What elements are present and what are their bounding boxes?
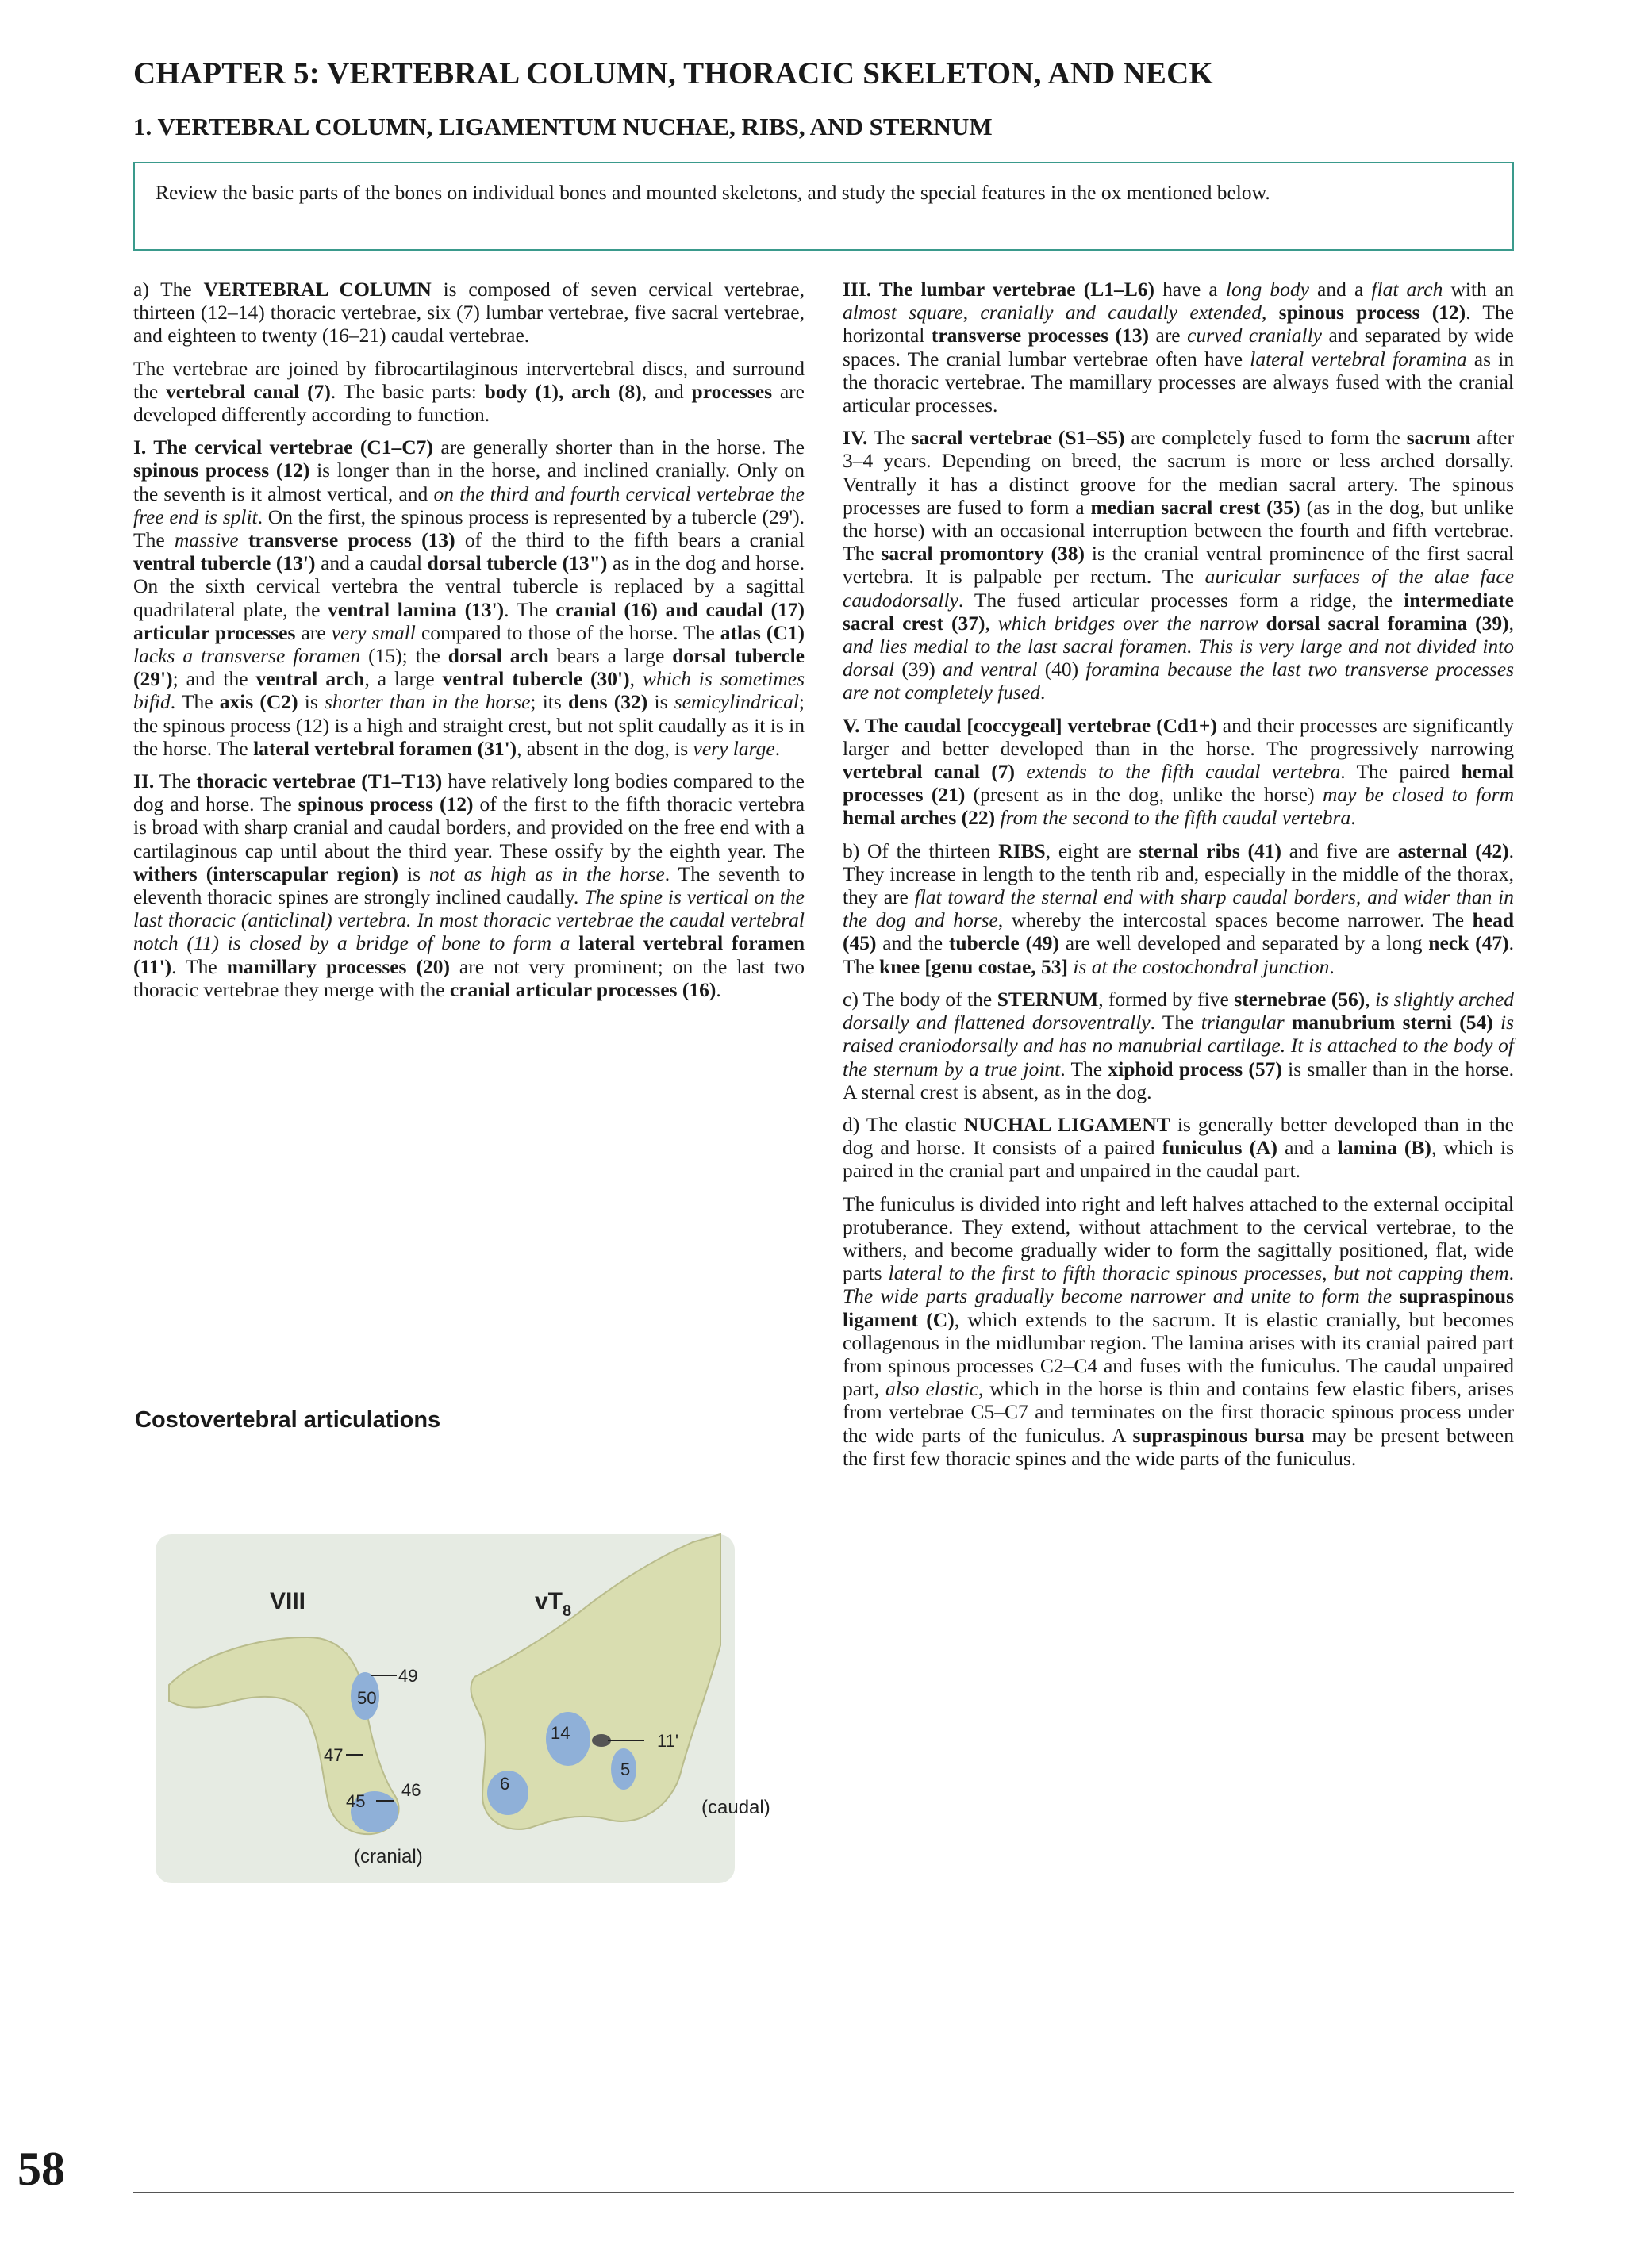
paragraph-cervical-vertebrae: I. The cervical vertebrae (C1–C7) are generally shorter than in the horse. The spinous process (12) is longer than in the horse, and inclined cranially. Only on the seventh is it almost vertical, and on the third and fourth cervical vertebrae the free end is split. On the first, the spinous process is represented by a tubercle (29'). The massive transverse process (13) of the third to the fifth bears a cranial ventral tubercle (13') and a caudal dorsal tubercle (13") as in the dog and horse. On the sixth cervical vertebra the ventral tubercle is replaced by a sagittal quadrilateral plate, the ventral lamina (13'). The cranial (16) and caudal (17) articular processes are very small compared to those of the horse. The atlas (C1) lacks a transverse foramen (15); the dorsal arch bears a large dorsal tubercle (29'); and the ventral arch, a large ventral tubercle (30'), which is sometimes bifid. The axis (C2) is shorter than in the horse; its dens (32) is semicylindrical; the spinous process (12) is a high and straight crest, but not split caudally as it is in the horse. The lateral vertebral foramen (31'), absent in the dog, is very large. bbox=[133, 436, 805, 760]
label-45: 45 bbox=[346, 1791, 366, 1811]
paragraph-lumbar-vertebrae: III. The lumbar vertebrae (L1–L6) have a long body and a flat arch with an almost square, cranially and caudally extended, spinous process (12). The horizontal transverse processes (13) are curved cranially and separated by wide spaces. The cranial lumbar vertebrae often have lateral vertebral foramina as in the thoracic vertebrae. The mamillary processes are always fused with the cranial articular processes. bbox=[843, 278, 1515, 417]
label-11p: 11' bbox=[657, 1731, 679, 1751]
paragraph-funiculus: The funiculus is divided into right and left halves attached to the external occipital protuberance. They extend, without attachment to the cervical vertebrae, to the withers, and become gradually wider to form the sagittally positioned, flat, wide parts lateral to the first to fifth thoracic spinous processes, but not capping them. The wide parts gradually become narrower and unite to form the supraspinous ligament (C), which extends to the sacrum. It is elastic cranially, but becomes collagenous in the midlumbar region. The lamina arises with its cranial paired part from spinous processes C2–C4 and fuses with the funiculus. The caudal unpaired part, also elastic, which in the horse is thin and contains few elastic fibers, arises from vertebrae C5–C7 and terminates on the first thoracic spinous process under the wide parts of the funiculus. A supraspinous bursa may be present between the first few thoracic spines and the wide parts of the funiculus. bbox=[843, 1192, 1515, 1470]
paragraph-thoracic-vertebrae: II. The thoracic vertebrae (T1–T13) have relatively long bodies compared to the dog and horse. The spinous process (12) of the first to the fifth thoracic vertebra is broad with sharp cranial and caudal borders, and provided on the free end with a cartilaginous cap until about the third year. These ossify by the eighth year. The withers (interscapular region) is not as high as in the horse. The seventh to eleventh thoracic spines are strongly inclined caudally. The spine is vertical on the last thoracic (anticlinal) vertebra. In most thoracic vertebrae the caudal vertebral notch (11) is closed by a bridge of bone to form a lateral vertebral foramen (11'). The mamillary processes (20) are not very prominent; on the last two thoracic vertebrae they merge with the cranial articular processes (16). bbox=[133, 769, 805, 1001]
intro-text: Review the basic parts of the bones on individual bones and mounted skeletons, and study the special features in the ox mentioned below. bbox=[156, 181, 1270, 204]
paragraph-vertebral-column: a) The VERTEBRAL COLUMN is composed of seven cervical vertebrae, thirteen (12–14) thoracic vertebrae, six (7) lumbar vertebrae, five sacral vertebrae, and eighteen to twenty (16–21) caudal vertebrae. bbox=[133, 278, 805, 347]
paragraph-nuchal-ligament: d) The elastic NUCHAL LIGAMENT is generally better developed than in the dog and horse. It consists of a paired funiculus (A) and a lamina (B), which is paired in the cranial part and unpaired in the caudal part. bbox=[843, 1112, 1515, 1183]
page-number: 58 bbox=[17, 2143, 65, 2195]
left-column bbox=[133, 278, 805, 1011]
caption-cranial: (cranial) bbox=[354, 1846, 423, 1867]
label-vertebra-sub: 8 bbox=[563, 1602, 572, 1620]
chapter-title: CHAPTER 5: VERTEBRAL COLUMN, THORACIC SKELETON, AND NECK bbox=[133, 56, 1213, 90]
label-14: 14 bbox=[551, 1723, 570, 1743]
label-49: 49 bbox=[398, 1666, 418, 1686]
right-column bbox=[843, 278, 1514, 1479]
label-rib-viii: VIII bbox=[270, 1588, 306, 1614]
figure-title: Costovertebral articulations bbox=[135, 1407, 441, 1433]
caption-caudal: (caudal) bbox=[701, 1797, 770, 1818]
label-vertebra-main: vT bbox=[535, 1588, 563, 1614]
paragraph-ribs: b) Of the thirteen RIBS, eight are sternal ribs (41) and five are asternal (42). They increase in length to the tenth rib and, especially in the middle of the thorax, they are flat toward the sternal end with sharp caudal borders, and wider than in the dog and horse, whereby the intercostal spaces become narrower. The head (45) and the tubercle (49) are well developed and separated by a long neck (47). The knee [genu costae, 53] is at the costochondral junction. bbox=[843, 839, 1515, 978]
section-title: 1. VERTEBRAL COLUMN, LIGAMENTUM NUCHAE, RIBS, AND STERNUM bbox=[133, 113, 993, 140]
costovertebral-figure bbox=[133, 1399, 805, 1955]
paragraph-sacral-vertebrae: IV. The sacral vertebrae (S1–S5) are completely fused to form the sacrum after 3–4 years. Depending on breed, the sacrum is more or less arched dorsally. Ventrally it has a distinct groove for the median sacral artery. The spinous processes are fused to form a median sacral crest (35) (as in the dog, but unlike the horse) with an occasional interruption between the fourth and fifth vertebrae. The sacral promontory (38) is the cranial ventral prominence of the first sacral vertebra. It is palpable per rectum. The auricular surfaces of the alae face caudodorsally. The fused articular processes form a ridge, the intermediate sacral crest (37), which bridges over the narrow dorsal sacral foramina (39), and lies medial to the last sacral foramen. This is very large and not divided into dorsal (39) and ventral (40) foramina because the last two transverse processes are not completely fused. bbox=[843, 426, 1515, 704]
label-50: 50 bbox=[357, 1688, 377, 1708]
label-6: 6 bbox=[500, 1774, 510, 1794]
footer-rule bbox=[133, 2192, 1514, 2193]
paragraph-vertebrae-basic-parts: The vertebrae are joined by fibrocartilaginous intervertebral discs, and surround the vertebral canal (7). The basic parts: body (1), arch (8), and processes are developed differently according to function. bbox=[133, 356, 805, 427]
label-46: 46 bbox=[401, 1780, 421, 1800]
paragraph-caudal-vertebrae: V. The caudal [coccygeal] vertebrae (Cd1+) and their processes are significantly larger and better developed than in the horse. The progressively narrowing vertebral canal (7) extends to the fifth caudal vertebra. The paired hemal processes (21) (present as in the dog, unlike the horse) may be closed to form hemal arches (22) from the second to the fifth caudal vertebra. bbox=[843, 713, 1515, 830]
label-47: 47 bbox=[324, 1745, 344, 1765]
label-5: 5 bbox=[620, 1760, 631, 1779]
paragraph-sternum: c) The body of the STERNUM, formed by five sternebrae (56), is slightly arched dorsally and flattened dorsoventrally. The triangular manubrium sterni (54) is raised craniodorsally and has no manubrial cartilage. It is attached to the body of the sternum by a true joint. The xiphoid process (57) is smaller than in the horse. A sternal crest is absent, as in the dog. bbox=[843, 987, 1515, 1103]
figure-illustration bbox=[133, 1399, 805, 1955]
intro-box bbox=[133, 162, 1514, 251]
